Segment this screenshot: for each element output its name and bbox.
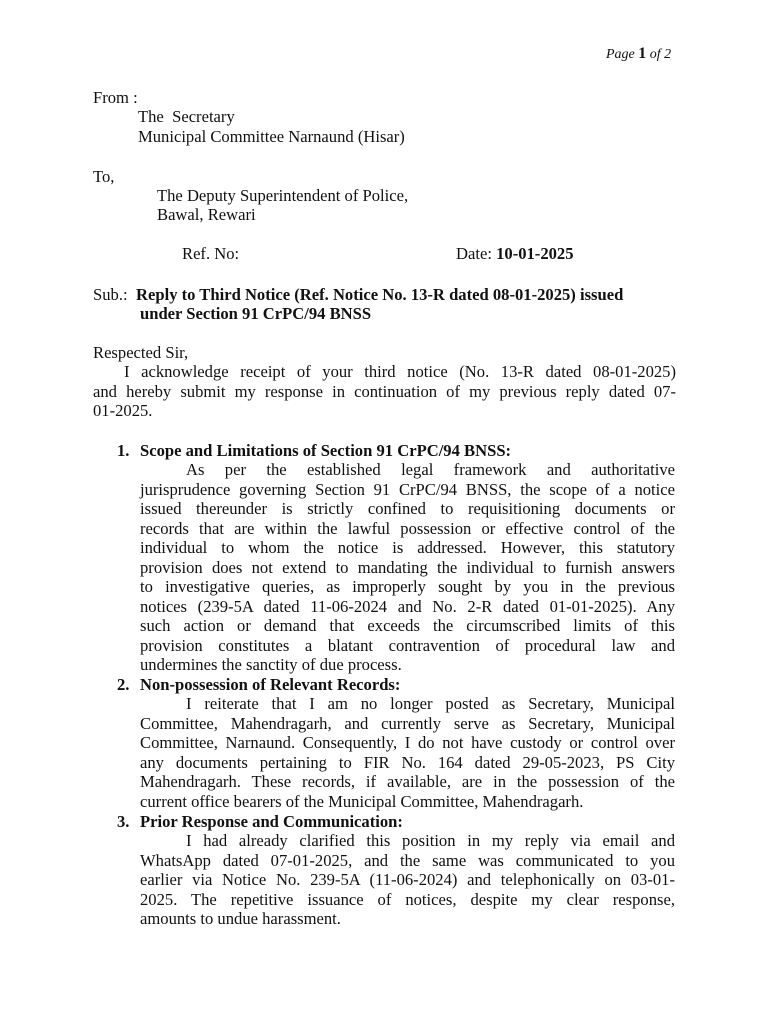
section-number: 1. — [117, 441, 130, 460]
section-line: such action or demand that exceeds the circumscribed limits of this — [140, 616, 675, 635]
section-line: issued thereunder is strictly confined to requisitioning documents or — [140, 499, 675, 518]
section-line: Committee, Mahendragarh, and currently serve as Secretary, Municipal — [140, 713, 675, 733]
to-line-2: Bawal, Rewari — [157, 205, 256, 224]
section-line: provision does not extend to mandating the individual to furnish answers — [140, 557, 675, 577]
section-line: amounts to undue harassment. — [140, 909, 341, 928]
section-line: Committee, Narnaund. Consequently, I do not have custody or control over — [140, 733, 675, 752]
from-label: From : — [93, 88, 138, 107]
from-line-2: Municipal Committee Narnaund (Hisar) — [138, 127, 405, 146]
section-line: earlier via Notice No. 239-5A (11-06-2024) and telephonically on 03-01- — [140, 870, 675, 889]
section-title: Scope and Limitations of Section 91 CrPC/94 BNSS: — [140, 441, 512, 460]
intro-line: and hereby submit my response in continuation of my previous reply dated 07- — [93, 381, 676, 401]
section-line: records that are within the lawful possession or effective control of the — [140, 518, 675, 538]
section-number: 2. — [117, 675, 130, 694]
section-line: As per the established legal framework and authoritative — [186, 460, 675, 479]
section-line: Mahendragarh. These records, if available, are in the possession of the — [140, 772, 675, 791]
to-line-1: The Deputy Superintendent of Police, — [157, 186, 409, 205]
section-line: I had already clarified this position in my reply via email and — [186, 831, 675, 850]
intro-paragraph — [93, 362, 676, 421]
subject-line-2: under Section 91 CrPC/94 BNSS — [140, 304, 372, 323]
section-line: 2025. The repetitive issuance of notices, despite my clear response, — [140, 889, 675, 909]
page-number-prefix: Page — [606, 47, 635, 62]
page-number-current: 1 — [638, 45, 647, 62]
section-line: current office bearers of the Municipal Committee, Mahendragarh. — [140, 791, 584, 811]
section-line: any documents pertaining to FIR No. 164 dated 29-05-2023, PS City — [140, 752, 675, 772]
date-value: 10-01-2025 — [496, 244, 574, 263]
subject-label: Sub.: — [93, 285, 128, 304]
section-body — [140, 460, 675, 675]
page-number — [606, 45, 671, 63]
section-line: WhatsApp dated 07-01-2025, and the same was communicated to you — [140, 850, 675, 870]
section-body — [140, 831, 675, 929]
ref-label: Ref. No: — [182, 244, 240, 263]
section-body — [140, 694, 675, 811]
intro-line: 01-2025. — [93, 401, 153, 420]
section-line: individual to whom the notice is addressed. However, this statutory — [140, 538, 675, 557]
subject-line-1: Reply to Third Notice (Ref. Notice No. 13-R dated 08-01-2025) issued — [136, 285, 624, 304]
from-line-1: The Secretary — [138, 107, 235, 126]
salutation: Respected Sir, — [93, 343, 189, 362]
section-line: notices (239-5A dated 11-06-2024 and No. 2-R dated 01-01-2025). Any — [140, 596, 675, 616]
section-number: 3. — [117, 812, 130, 831]
section-title: Prior Response and Communication: — [140, 812, 403, 831]
section-line: to investigative queries, as improperly sought by you in the previous — [140, 577, 675, 596]
page-number-suffix: of 2 — [649, 47, 672, 62]
section-line: jurisprudence governing Section 91 CrPC/94 BNSS, the scope of a notice — [140, 479, 675, 499]
section-title: Non-possession of Relevant Records: — [140, 675, 401, 694]
date-row — [456, 244, 574, 264]
intro-line: I acknowledge receipt of your third notice (No. 13-R dated 08-01-2025) — [124, 362, 676, 381]
date-label: Date: — [456, 244, 492, 263]
section-line: I reiterate that I am no longer posted as Secretary, Municipal — [186, 694, 675, 713]
to-label: To, — [93, 167, 115, 186]
section-line: provision constitutes a blatant contravention of procedural law and — [140, 635, 675, 655]
section-line: undermines the sanctity of due process. — [140, 655, 402, 674]
